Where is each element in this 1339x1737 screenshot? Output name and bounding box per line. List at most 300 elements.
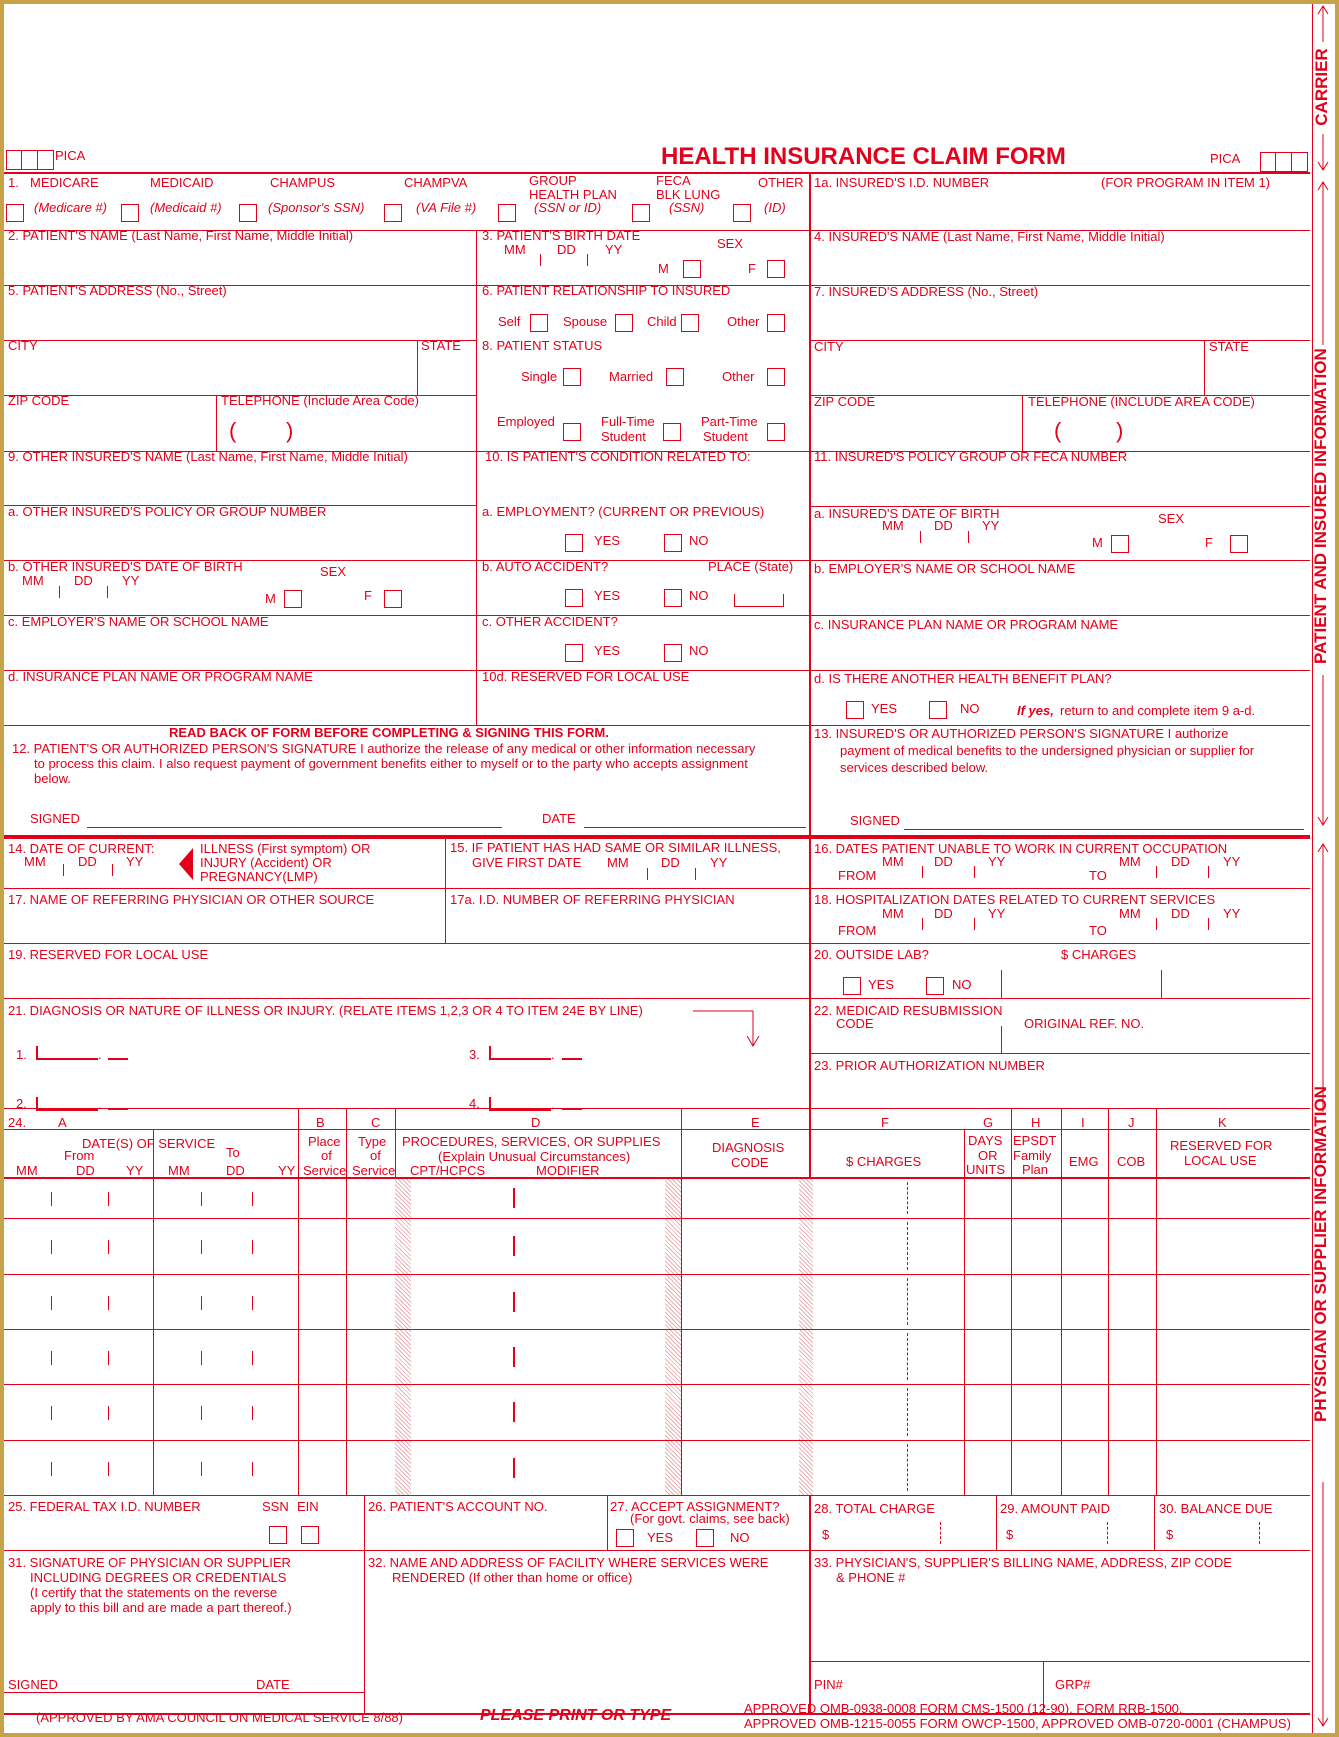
box19-label: 19. RESERVED FOR LOCAL USE <box>8 947 209 962</box>
tick <box>922 918 923 930</box>
box1-medicaid: MEDICAID <box>150 175 214 190</box>
col-g-letter: G <box>983 1115 994 1130</box>
rule <box>810 1661 1310 1662</box>
box3-sex: SEX <box>717 236 744 251</box>
pica-right-label: PICA <box>1210 151 1241 166</box>
accept-assignment-yes-checkbox[interactable] <box>616 1529 634 1547</box>
box9b-mm: MM <box>22 573 44 588</box>
relationship-self-checkbox[interactable] <box>530 314 548 332</box>
box1-champva: CHAMPVA <box>404 175 468 190</box>
rule <box>4 998 1310 999</box>
box14-pregnancy: PREGNANCY(LMP) <box>200 869 318 884</box>
table-row[interactable] <box>4 1329 1310 1384</box>
champva-checkbox[interactable] <box>384 204 402 222</box>
box27-line2: (For govt. claims, see back) <box>630 1511 790 1526</box>
another-plan-no-checkbox[interactable] <box>929 701 947 719</box>
rule <box>4 340 476 341</box>
box31-signed: SIGNED <box>8 1677 58 1692</box>
insured-signature-line[interactable] <box>904 829 1304 830</box>
box8-other: Other <box>722 369 755 384</box>
diag-2-num: 2. <box>16 1096 27 1111</box>
medicare-checkbox[interactable] <box>6 204 24 222</box>
box3-f: F <box>748 261 756 276</box>
arrow-down-icon <box>691 1004 761 1052</box>
col-h-family: Family <box>1013 1148 1052 1163</box>
box18-yy2: YY <box>1223 906 1241 921</box>
ein-checkbox[interactable] <box>301 1526 319 1544</box>
another-plan-yes-checkbox[interactable] <box>846 701 864 719</box>
col-d-proc2: (Explain Unusual Circumstances) <box>438 1149 631 1164</box>
box9b-label: b. OTHER INSURED'S DATE OF BIRTH <box>8 559 243 574</box>
patient-sex-m-checkbox[interactable] <box>683 260 701 278</box>
box18-dd1: DD <box>934 906 953 921</box>
box27-line1: 27. ACCEPT ASSIGNMENT? <box>610 1499 780 1514</box>
box16-to: TO <box>1089 868 1107 883</box>
box11b-label: b. EMPLOYER'S NAME OR SCHOOL NAME <box>814 561 1076 576</box>
tick <box>63 864 64 876</box>
tick <box>540 254 541 266</box>
patient-signature-line[interactable] <box>87 827 502 828</box>
box10a-label: a. EMPLOYMENT? (CURRENT OR PREVIOUS) <box>482 504 765 519</box>
box29-dollar: $ <box>1006 1527 1014 1542</box>
diag-3-field[interactable] <box>489 1046 551 1060</box>
box9-label: 9. OTHER INSURED'S NAME (Last Name, First Name, Middle Initial) <box>8 449 408 464</box>
box11c-label: c. INSURANCE PLAN NAME OR PROGRAM NAME <box>814 617 1119 632</box>
tick <box>974 918 975 930</box>
status-other-checkbox[interactable] <box>767 368 785 386</box>
box1-sub-group: (SSN or ID) <box>534 200 602 215</box>
box11a-mm: MM <box>882 518 904 533</box>
box16-yy2: YY <box>1223 854 1241 869</box>
status-parttime-checkbox[interactable] <box>767 423 785 441</box>
billing-address-field[interactable] <box>814 1589 1304 1659</box>
col-b-place: Place <box>308 1134 341 1149</box>
col-e-diag: DIAGNOSIS <box>712 1140 785 1155</box>
medicaid-checkbox[interactable] <box>121 204 139 222</box>
other-accident-yes-checkbox[interactable] <box>565 644 583 662</box>
champus-checkbox[interactable] <box>239 204 257 222</box>
rule <box>1204 340 1205 395</box>
box10a-no: NO <box>689 533 709 548</box>
rule <box>417 340 418 395</box>
rule <box>4 888 1310 889</box>
box1-champus: CHAMPUS <box>270 175 336 190</box>
rule <box>4 1108 1310 1109</box>
patient-address-field[interactable] <box>8 302 470 338</box>
diag-4-field[interactable] <box>489 1097 551 1111</box>
read-back-notice: READ BACK OF FORM BEFORE COMPLETING & SIGNING THIS FORM. <box>169 725 609 740</box>
box12-line3: below. <box>34 771 71 786</box>
col-b-of: of <box>321 1148 332 1163</box>
tick <box>920 531 921 543</box>
box7-paren-open: ( <box>1054 418 1062 443</box>
rule <box>996 1495 997 1550</box>
relationship-child-checkbox[interactable] <box>681 314 699 332</box>
insured-address-field[interactable] <box>814 302 1304 338</box>
box18-label: 18. HOSPITALIZATION DATES RELATED TO CURRENT SERVICES <box>814 892 1216 907</box>
diag-1-ext <box>108 1058 128 1060</box>
account-no-field[interactable] <box>368 1516 603 1548</box>
box18-dd2: DD <box>1171 906 1190 921</box>
col-k-res1: RESERVED FOR <box>1170 1138 1273 1153</box>
box30-dollar: $ <box>1166 1527 1174 1542</box>
tick <box>647 868 648 880</box>
box31-line3: (I certify that the statements on the reverse <box>30 1585 278 1600</box>
box9d-label: d. INSURANCE PLAN NAME OR PROGRAM NAME <box>8 669 313 684</box>
col-c-type: Type <box>358 1134 387 1149</box>
box16-yy1: YY <box>988 854 1006 869</box>
box11d-label: d. IS THERE ANOTHER HEALTH BENEFIT PLAN? <box>814 671 1112 686</box>
box1a-label: 1a. INSURED'S I.D. NUMBER <box>814 175 990 190</box>
claim-form-page <box>4 4 1335 1733</box>
diag-4-ext <box>562 1108 582 1110</box>
box29-cents-divider <box>1107 1522 1108 1544</box>
box15-label: 15. IF PATIENT HAS HAD SAME OR SIMILAR ILLNESS, <box>450 840 781 855</box>
box21-label: 21. DIAGNOSIS OR NATURE OF ILLNESS OR INJURY. (RELATE ITEMS 1,2,3 OR 4 TO ITEM 24E BY LINE) <box>8 1003 643 1018</box>
auto-accident-yes-checkbox[interactable] <box>565 589 583 607</box>
col-a-mm2: MM <box>168 1163 190 1178</box>
rule <box>4 943 1310 944</box>
box22-line1: 22. MEDICAID RESUBMISSION <box>814 1003 1003 1018</box>
relationship-other-checkbox[interactable] <box>767 314 785 332</box>
col-a-to: To <box>226 1145 240 1160</box>
box7-state: STATE <box>1209 339 1249 354</box>
diag-3-ext <box>562 1058 582 1060</box>
table-row[interactable] <box>4 1178 1310 1218</box>
box29-label: 29. AMOUNT PAID <box>1000 1501 1111 1516</box>
box10c-yes: YES <box>594 643 621 658</box>
box16-dd2: DD <box>1171 854 1190 869</box>
box13-signed: SIGNED <box>850 813 900 828</box>
box15-first-date: GIVE FIRST DATE <box>472 855 582 870</box>
box1-group-1: GROUP <box>529 173 577 188</box>
box15-mm: MM <box>607 855 629 870</box>
auto-accident-no-checkbox[interactable] <box>664 589 682 607</box>
insured-id-field[interactable] <box>814 194 1304 228</box>
footer-omb1: APPROVED OMB-0938-0008 FORM CMS-1500 (12-90), FORM RRB-1500, <box>744 1701 1183 1716</box>
box1-sub-medicare: (Medicare #) <box>34 200 107 215</box>
insured-sex-f-checkbox[interactable] <box>1230 535 1248 553</box>
box3-yy: YY <box>605 242 623 257</box>
employment-yes-checkbox[interactable] <box>565 534 583 552</box>
box10b-label: b. AUTO ACCIDENT? <box>482 559 609 574</box>
facility-address-field[interactable] <box>368 1589 803 1709</box>
diag-2-dot: . <box>98 1097 102 1112</box>
form-title: HEALTH INSURANCE CLAIM FORM <box>661 143 1066 170</box>
box1-sub-champus: (Sponsor's SSN) <box>268 200 365 215</box>
diag-3-num: 3. <box>469 1047 480 1062</box>
box17a-label: 17a. I.D. NUMBER OF REFERRING PHYSICIAN <box>450 892 735 907</box>
diag-2-field[interactable] <box>36 1097 98 1111</box>
box6-label: 6. PATIENT RELATIONSHIP TO INSURED <box>482 283 731 298</box>
patient-sex-f-checkbox[interactable] <box>767 260 785 278</box>
box17-label: 17. NAME OF REFERRING PHYSICIAN OR OTHER SOURCE <box>8 892 375 907</box>
box9c-label: c. EMPLOYER'S NAME OR SCHOOL NAME <box>8 614 269 629</box>
box1-feca-2: BLK LUNG <box>656 187 721 202</box>
box2-label: 2. PATIENT'S NAME (Last Name, First Name, Middle Initial) <box>8 228 354 243</box>
box1-medicare: MEDICARE <box>30 175 99 190</box>
tick <box>59 586 60 598</box>
box13-line3: services described below. <box>840 760 989 775</box>
box8-employed: Employed <box>497 414 555 429</box>
box1-sub-champva: (VA File #) <box>416 200 477 215</box>
box33-line2: & PHONE # <box>836 1570 906 1585</box>
box10b-no: NO <box>689 588 709 603</box>
col-d-modifier: MODIFIER <box>536 1163 600 1178</box>
box4-label: 4. INSURED'S NAME (Last Name, First Name, Middle Initial) <box>814 229 1165 244</box>
col-a-dd2: DD <box>226 1163 245 1178</box>
carrier-label: CARRIER <box>1312 48 1331 126</box>
diag-2-ext <box>108 1108 128 1110</box>
box11a-dd: DD <box>934 518 953 533</box>
box11a-m: M <box>1092 535 1103 550</box>
diag-4-num: 4. <box>469 1096 480 1111</box>
col-a-yy2: YY <box>278 1163 296 1178</box>
other-insured-sex-f-checkbox[interactable] <box>384 590 402 608</box>
box25-ssn: SSN <box>262 1499 289 1514</box>
tick <box>922 866 923 878</box>
footer-omb2: APPROVED OMB-1215-0055 FORM OWCP-1500, APPROVED OMB-0720-0001 (CHAMPUS) <box>744 1716 1291 1731</box>
tick <box>1208 918 1209 930</box>
col-k-res2: LOCAL USE <box>1184 1153 1257 1168</box>
box6-child: Child <box>647 314 677 329</box>
col-g-or: OR <box>978 1148 998 1163</box>
box8-pt2: Student <box>703 429 748 444</box>
col-c-of: of <box>370 1148 381 1163</box>
box1a-note: (FOR PROGRAM IN ITEM 1) <box>1101 175 1270 190</box>
col-j-letter: J <box>1128 1115 1135 1130</box>
table-row[interactable] <box>4 1218 1310 1274</box>
box31-line1: 31. SIGNATURE OF PHYSICIAN OR SUPPLIER <box>8 1555 291 1570</box>
box14-illness: ILLNESS (First symptom) OR <box>200 841 371 856</box>
rule <box>4 1550 1310 1551</box>
box33-pin: PIN# <box>814 1677 843 1692</box>
col-c-service: Service <box>352 1163 396 1178</box>
box27-yes: YES <box>647 1530 674 1545</box>
table-row[interactable] <box>4 1440 1310 1495</box>
col-b-service: Service <box>303 1163 347 1178</box>
tax-id-field[interactable] <box>8 1516 258 1548</box>
box16-label: 16. DATES PATIENT UNABLE TO WORK IN CURRENT OCCUPATION <box>814 841 1228 856</box>
col-a-letter: A <box>58 1115 67 1130</box>
box28-dollar: $ <box>822 1527 830 1542</box>
box18-mm1: MM <box>882 906 904 921</box>
status-fulltime-checkbox[interactable] <box>663 423 681 441</box>
col-b-letter: B <box>316 1115 325 1130</box>
col-a-yy1: YY <box>126 1163 144 1178</box>
employment-no-checkbox[interactable] <box>664 534 682 552</box>
col-a-mm1: MM <box>16 1163 38 1178</box>
box8-married: Married <box>609 369 654 384</box>
col-h-letter: H <box>1031 1115 1041 1130</box>
section-divider <box>4 835 1310 839</box>
box7-zip: ZIP CODE <box>814 394 876 409</box>
accept-assignment-no-checkbox[interactable] <box>696 1529 714 1547</box>
box1-num: 1. <box>8 175 19 190</box>
box12-signed: SIGNED <box>30 811 80 826</box>
box11a-sex: SEX <box>1158 511 1185 526</box>
box5-zip: ZIP CODE <box>8 393 70 408</box>
box30-cents-divider <box>1259 1522 1260 1544</box>
box8-ft2: Student <box>601 429 646 444</box>
box28-label: 28. TOTAL CHARGE <box>814 1501 935 1516</box>
pica-left-boxes[interactable] <box>6 150 54 170</box>
rule <box>4 1495 1310 1496</box>
box20-charges: $ CHARGES <box>1061 947 1137 962</box>
col-g-days: DAYS <box>968 1133 1003 1148</box>
box1-sub-feca: (SSN) <box>669 200 705 215</box>
box5-label: 5. PATIENT'S ADDRESS (No., Street) <box>8 283 227 298</box>
status-single-checkbox[interactable] <box>563 368 581 386</box>
pica-right-boxes[interactable] <box>1260 152 1308 172</box>
status-married-checkbox[interactable] <box>666 368 684 386</box>
col-a-from: From <box>64 1148 95 1163</box>
box11d-no: NO <box>960 701 980 716</box>
rule <box>445 838 446 943</box>
rule <box>810 1053 1310 1054</box>
box31-line4: apply to this bill and are made a part thereof.) <box>30 1600 292 1615</box>
col-d-proc1: PROCEDURES, SERVICES, OR SUPPLIES <box>402 1134 661 1149</box>
box10b-yes: YES <box>594 588 621 603</box>
rule <box>4 1129 1310 1130</box>
box10d-label: 10d. RESERVED FOR LOCAL USE <box>482 669 690 684</box>
insured-sex-m-checkbox[interactable] <box>1111 535 1129 553</box>
box1-sub-medicaid: (Medicaid #) <box>150 200 222 215</box>
group-checkbox[interactable] <box>498 204 516 222</box>
box14-label: 14. DATE OF CURRENT: <box>8 841 155 856</box>
tick <box>107 586 108 598</box>
box12-line2: to process this claim. I also request payment of government benefits either to myself or to the party who accepts assignment <box>34 756 748 771</box>
box16-dd1: DD <box>934 854 953 869</box>
col-f-letter: F <box>881 1115 889 1130</box>
box15-dd: DD <box>661 855 680 870</box>
diag-1-num: 1. <box>16 1047 27 1062</box>
patient-insured-label: PATIENT AND INSURED INFORMATION <box>1311 348 1330 664</box>
rule <box>607 1495 608 1550</box>
col-d-cpt: CPT/HCPCS <box>410 1163 486 1178</box>
patient-date-line[interactable] <box>584 827 806 828</box>
box14-mm: MM <box>24 854 46 869</box>
col-c-letter: C <box>371 1115 381 1130</box>
pica-left-label: PICA <box>55 148 86 163</box>
tick <box>1156 918 1157 930</box>
box31-date: DATE <box>256 1677 290 1692</box>
feca-checkbox[interactable] <box>632 204 650 222</box>
box31-line2: INCLUDING DEGREES OR CREDENTIALS <box>30 1570 287 1585</box>
box3-label: 3. PATIENT'S BIRTH DATE <box>482 228 641 243</box>
box22-line2: CODE <box>836 1016 874 1031</box>
box30-label: 30. BALANCE DUE <box>1159 1501 1273 1516</box>
box6-self: Self <box>498 314 521 329</box>
box3-dd: DD <box>557 242 576 257</box>
col-i-emg: EMG <box>1069 1154 1099 1169</box>
status-employed-checkbox[interactable] <box>563 423 581 441</box>
col-e-code: CODE <box>731 1155 769 1170</box>
box11a-label: a. INSURED'S DATE OF BIRTH <box>814 506 1000 521</box>
col-k-letter: K <box>1218 1115 1227 1130</box>
box11a-yy: YY <box>982 518 1000 533</box>
box10c-label: c. OTHER ACCIDENT? <box>482 614 618 629</box>
box9b-sex: SEX <box>320 564 347 579</box>
insured-name-field[interactable] <box>814 247 1304 283</box>
box11d-yes: YES <box>871 701 898 716</box>
outside-lab-yes-checkbox[interactable] <box>843 977 861 995</box>
box11d-ifyes: return to and complete item 9 a-d. <box>1060 703 1256 718</box>
diag-3-dot: . <box>551 1047 555 1062</box>
tick <box>1208 866 1209 878</box>
box18-mm2: MM <box>1119 906 1141 921</box>
diag-1-field[interactable] <box>36 1046 98 1060</box>
box25-ein: EIN <box>297 1499 319 1514</box>
outside-lab-no-checkbox[interactable] <box>926 977 944 995</box>
box10a-yes: YES <box>594 533 621 548</box>
col-e-letter: E <box>751 1115 760 1130</box>
relationship-spouse-checkbox[interactable] <box>615 314 633 332</box>
other-checkbox[interactable] <box>733 204 751 222</box>
tick <box>695 868 696 880</box>
box1-group-2: HEALTH PLAN <box>529 187 617 202</box>
col-f-charges: $ CHARGES <box>846 1154 922 1169</box>
col-d-letter: D <box>531 1115 541 1130</box>
diag-1-dot: . <box>98 1047 102 1062</box>
box16-from: FROM <box>838 868 877 883</box>
box9b-m: M <box>265 591 276 606</box>
patient-name-field[interactable] <box>8 247 470 283</box>
table-row[interactable] <box>4 1384 1310 1440</box>
col-j-cob: COB <box>1117 1154 1146 1169</box>
patient-insured-arrow-icon <box>1315 180 1331 830</box>
footer-print: PLEASE PRINT OR TYPE <box>480 1707 672 1724</box>
ssn-checkbox[interactable] <box>269 1526 287 1544</box>
box10c-no: NO <box>689 643 709 658</box>
box7-tel: TELEPHONE (INCLUDE AREA CODE) <box>1028 394 1255 409</box>
box24-num: 24. <box>8 1115 27 1130</box>
box5-state: STATE <box>421 338 461 353</box>
rule <box>476 230 477 726</box>
box6-spouse: Spouse <box>563 314 608 329</box>
col-g-units: UNITS <box>966 1162 1005 1177</box>
box16-mm2: MM <box>1119 854 1141 869</box>
other-accident-no-checkbox[interactable] <box>664 644 682 662</box>
accident-state-field[interactable] <box>734 594 784 607</box>
footer-ama: (APPROVED BY AMA COUNCIL ON MEDICAL SERVICE 8/88) <box>36 1710 403 1725</box>
box7-city: CITY <box>814 339 844 354</box>
box1-feca-1: FECA <box>656 173 691 188</box>
pointer-left-icon <box>177 847 195 881</box>
carrier-arrow-icon <box>1315 4 1331 172</box>
sidebar-divider <box>1312 4 1313 1733</box>
box22-orig: ORIGINAL REF. NO. <box>1024 1016 1145 1031</box>
table-row[interactable] <box>4 1274 1310 1329</box>
box8-single: Single <box>521 369 558 384</box>
rule <box>1161 970 1162 998</box>
col-h-plan: Plan <box>1022 1162 1049 1177</box>
box14-dd: DD <box>78 854 97 869</box>
rule <box>364 1495 365 1713</box>
rule <box>1022 395 1023 451</box>
box10b-place: PLACE (State) <box>708 559 794 574</box>
box18-from: FROM <box>838 923 877 938</box>
box27-no: NO <box>730 1530 750 1545</box>
rule <box>1154 1495 1155 1550</box>
box9a-label: a. OTHER INSURED'S POLICY OR GROUP NUMBER <box>8 504 327 519</box>
box11a-f: F <box>1205 535 1213 550</box>
other-insured-sex-m-checkbox[interactable] <box>284 590 302 608</box>
tick <box>1156 866 1157 878</box>
box7-label: 7. INSURED'S ADDRESS (No., Street) <box>814 284 1039 299</box>
box11-label: 11. INSURED'S POLICY GROUP OR FECA NUMBER <box>814 449 1128 464</box>
box25-label: 25. FEDERAL TAX I.D. NUMBER <box>8 1499 201 1514</box>
